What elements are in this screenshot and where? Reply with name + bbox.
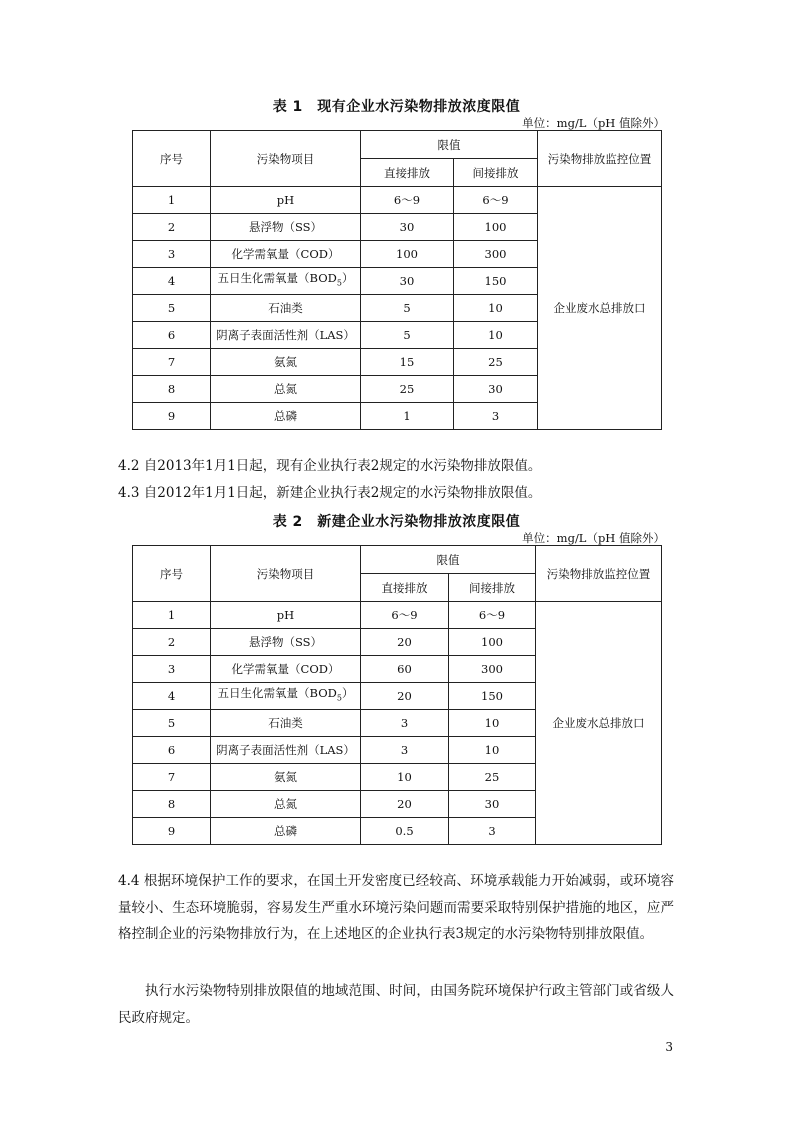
table1-header-indirect: 间接排放 [454, 159, 538, 187]
cell-indirect-limit: 150 [454, 268, 538, 295]
cell-indirect-limit: 6～9 [454, 187, 538, 214]
table1-header-item: 污染物项目 [211, 131, 361, 187]
pollutant-subscript: 5 [336, 693, 342, 703]
cell-indirect-limit: 100 [454, 214, 538, 241]
cell-index: 6 [133, 322, 211, 349]
cell-indirect-limit: 30 [454, 376, 538, 403]
table1 [132, 130, 662, 430]
pollutant-name: 悬浮物（SS） [248, 635, 323, 649]
cell-indirect-limit: 100 [449, 629, 536, 656]
cell-index: 1 [133, 602, 211, 629]
cell-pollutant [211, 683, 361, 710]
cell-pollutant [211, 602, 361, 629]
table-row [133, 602, 662, 629]
cell-index: 4 [133, 268, 211, 295]
cell-direct-limit: 15 [361, 349, 454, 376]
cell-direct-limit: 5 [361, 322, 454, 349]
pollutant-name: 总磷 [274, 824, 297, 838]
cell-direct-limit: 6～9 [361, 602, 449, 629]
pollutant-name: 石油类 [268, 716, 303, 730]
cell-indirect-limit: 300 [449, 656, 536, 683]
cell-indirect-limit: 6～9 [449, 602, 536, 629]
table2-header-indirect: 间接排放 [449, 574, 536, 602]
cell-indirect-limit: 25 [449, 764, 536, 791]
pollutant-name: 化学需氧量（COD） [231, 247, 340, 261]
cell-pollutant [211, 656, 361, 683]
cell-index: 5 [133, 295, 211, 322]
table2-header-item: 污染物项目 [211, 546, 361, 602]
cell-indirect-limit: 25 [454, 349, 538, 376]
paragraph-4-4: 4.4 根据环境保护工作的要求，在国土开发密度已经较高、环境承载能力开始减弱，或环境容量较小、生态环境脆弱，容易发生严重水环境污染问题而需要采取特别保护措施的地区，应严格控制企业的污染物排放行为，在上述地区的企业执行表3规定的水污染物特别排放限值。 [118, 873, 674, 942]
page-number: 3 [665, 1040, 673, 1054]
pollutant-name: 悬浮物（SS） [248, 220, 323, 234]
pollutant-name: 化学需氧量（COD） [231, 662, 340, 676]
table2-title: 表 2 新建企业水污染物排放浓度限值 [272, 514, 521, 530]
cell-indirect-limit: 10 [449, 710, 536, 737]
cell-index: 9 [133, 403, 211, 430]
table2 [132, 545, 662, 845]
cell-index: 8 [133, 376, 211, 403]
pollutant-name: 总氮 [274, 797, 297, 811]
cell-direct-limit: 10 [361, 764, 449, 791]
cell-indirect-limit: 300 [454, 241, 538, 268]
cell-direct-limit: 30 [361, 214, 454, 241]
cell-pollutant [211, 295, 361, 322]
cell-indirect-limit: 10 [454, 295, 538, 322]
pollutant-name: 总氮 [274, 382, 297, 396]
cell-pollutant [211, 376, 361, 403]
cell-index: 7 [133, 764, 211, 791]
cell-pollutant [211, 818, 361, 845]
pollutant-name: 五日生化需氧量（BOD [217, 686, 337, 701]
paragraph-special-limits: 执行水污染物特别排放限值的地域范围、时间，由国务院环境保护行政主管部门或省级人民政府规定。 [118, 983, 674, 1026]
cell-index: 7 [133, 349, 211, 376]
cell-indirect-limit: 30 [449, 791, 536, 818]
pollutant-name: 氨氮 [274, 355, 297, 369]
cell-index: 1 [133, 187, 211, 214]
cell-monitoring-location: 企业废水总排放口 [538, 187, 662, 430]
cell-direct-limit: 20 [361, 629, 449, 656]
pollutant-name: 总磷 [274, 409, 297, 423]
cell-pollutant [211, 241, 361, 268]
cell-indirect-limit: 3 [454, 403, 538, 430]
pollutant-name: 阴离子表面活性剂（LAS） [216, 743, 355, 757]
table-row [133, 187, 662, 214]
table2-header-direct: 直接排放 [361, 574, 449, 602]
pollutant-subscript: 5 [336, 278, 342, 288]
cell-pollutant [211, 737, 361, 764]
cell-direct-limit: 0.5 [361, 818, 449, 845]
cell-direct-limit: 20 [361, 683, 449, 710]
pollutant-name-end: ） [341, 686, 354, 701]
cell-index: 9 [133, 818, 211, 845]
cell-pollutant [211, 187, 361, 214]
cell-pollutant [211, 214, 361, 241]
table1-header-limit: 限值 [361, 131, 538, 159]
table1-header-direct: 直接排放 [361, 159, 454, 187]
cell-index: 4 [133, 683, 211, 710]
cell-pollutant [211, 764, 361, 791]
cell-direct-limit: 20 [361, 791, 449, 818]
cell-index: 2 [133, 629, 211, 656]
cell-index: 5 [133, 710, 211, 737]
cell-monitoring-location: 企业废水总排放口 [536, 602, 662, 845]
cell-direct-limit: 1 [361, 403, 454, 430]
table2-header-limit: 限值 [361, 546, 536, 574]
cell-index: 3 [133, 656, 211, 683]
pollutant-name: 阴离子表面活性剂（LAS） [216, 328, 355, 342]
cell-direct-limit: 3 [361, 737, 449, 764]
table2-header-location: 污染物排放监控位置 [536, 546, 662, 602]
paragraph-4-2: 4.2 自2013年1月1日起，现有企业执行表2规定的水污染物排放限值。 [118, 458, 542, 474]
cell-pollutant [211, 791, 361, 818]
cell-indirect-limit: 150 [449, 683, 536, 710]
cell-pollutant [211, 710, 361, 737]
pollutant-name: 五日生化需氧量（BOD [217, 271, 337, 286]
cell-index: 2 [133, 214, 211, 241]
pollutant-name: pH [276, 193, 295, 207]
cell-pollutant [211, 349, 361, 376]
cell-indirect-limit: 10 [454, 322, 538, 349]
cell-indirect-limit: 10 [449, 737, 536, 764]
cell-direct-limit: 30 [361, 268, 454, 295]
cell-index: 6 [133, 737, 211, 764]
table2-header-index: 序号 [133, 546, 211, 602]
cell-index: 8 [133, 791, 211, 818]
table1-header-index: 序号 [133, 131, 211, 187]
table1-header-location: 污染物排放监控位置 [538, 131, 662, 187]
table1-unit: 单位：mg/L（pH 值除外） [522, 116, 665, 130]
cell-direct-limit: 3 [361, 710, 449, 737]
cell-pollutant [211, 268, 361, 295]
pollutant-name: 氨氮 [274, 770, 297, 784]
pollutant-name: pH [276, 608, 295, 622]
cell-pollutant [211, 403, 361, 430]
pollutant-name: 石油类 [268, 301, 303, 315]
cell-pollutant [211, 322, 361, 349]
cell-direct-limit: 60 [361, 656, 449, 683]
paragraph-4-3: 4.3 自2012年1月1日起，新建企业执行表2规定的水污染物排放限值。 [118, 485, 542, 501]
cell-direct-limit: 5 [361, 295, 454, 322]
cell-pollutant [211, 629, 361, 656]
cell-indirect-limit: 3 [449, 818, 536, 845]
cell-index: 3 [133, 241, 211, 268]
table2-unit: 单位：mg/L（pH 值除外） [522, 531, 665, 545]
cell-direct-limit: 100 [361, 241, 454, 268]
pollutant-name-end: ） [341, 271, 354, 286]
table1-title: 表 1 现有企业水污染物排放浓度限值 [272, 99, 521, 115]
cell-direct-limit: 6～9 [361, 187, 454, 214]
cell-direct-limit: 25 [361, 376, 454, 403]
